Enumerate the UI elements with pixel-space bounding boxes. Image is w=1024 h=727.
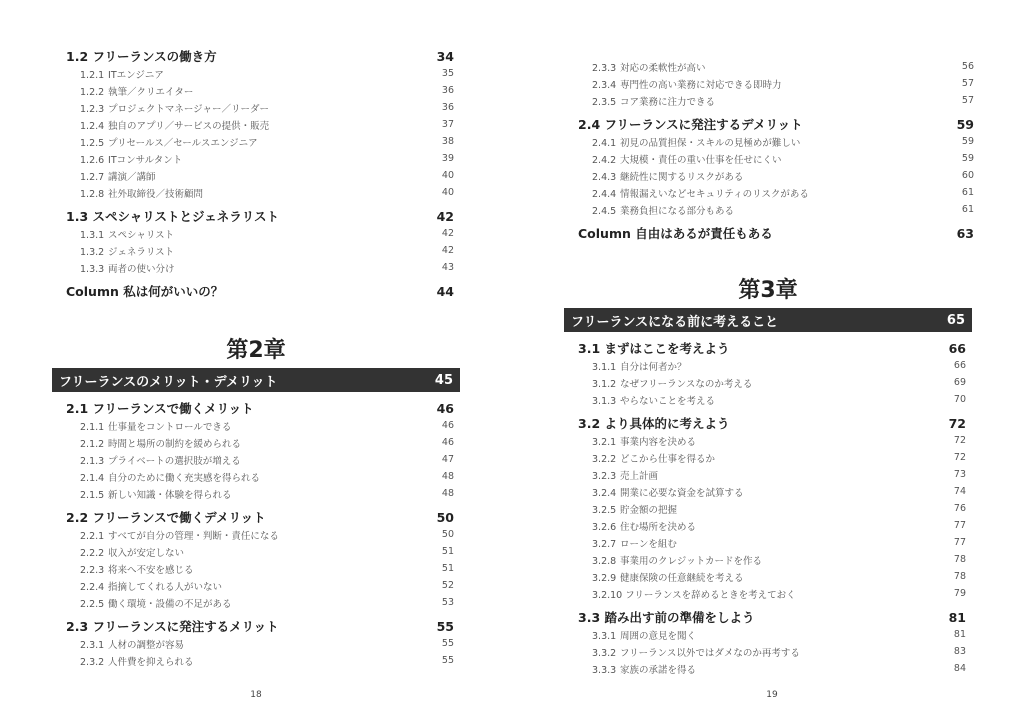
subsection-page: 39 xyxy=(441,153,454,164)
subsection-number: 2.4.2 xyxy=(592,154,617,166)
subsection-title: プリセールス／セールスエンジニア xyxy=(105,137,258,149)
subsection-number: 3.1.1 xyxy=(592,361,617,373)
subsection-title: 指摘してくれる人がいない xyxy=(105,581,223,593)
subsection-number: 3.2.3 xyxy=(592,470,617,482)
subsection-page: 42 xyxy=(441,228,454,239)
subsection-number: 1.2.4 xyxy=(80,120,105,132)
subsection-number: 2.3.3 xyxy=(592,62,617,74)
subsection-page: 48 xyxy=(441,471,454,482)
subsection-page: 46 xyxy=(441,420,454,431)
subsection-entry xyxy=(578,391,966,408)
section-page: 34 xyxy=(436,48,454,64)
subsection-page: 78 xyxy=(953,571,966,582)
subsection-page: 61 xyxy=(961,204,974,215)
subsection-number: 3.3.2 xyxy=(592,647,617,659)
subsection-label xyxy=(80,419,231,433)
subsection-number: 3.3.3 xyxy=(592,664,617,676)
subsection-page: 66 xyxy=(953,360,966,371)
subsection-entry xyxy=(578,660,966,677)
subsection-title: どこから仕事を得るか xyxy=(617,453,716,465)
subsection-page: 48 xyxy=(441,488,454,499)
subsection-number: 1.2.2 xyxy=(80,86,105,98)
section-page: 81 xyxy=(948,609,966,625)
section-heading xyxy=(66,508,454,526)
subsection-number: 2.1.2 xyxy=(80,438,105,450)
subsection-page: 72 xyxy=(953,452,966,463)
subsection-number: 1.3.2 xyxy=(80,246,105,258)
subsection-label xyxy=(592,77,782,91)
section-title: 1.2 フリーランスの働き方 xyxy=(66,49,217,64)
subsection-number: 2.1.3 xyxy=(80,455,105,467)
section-heading xyxy=(578,224,974,242)
subsection-entry xyxy=(66,417,454,434)
subsection-number: 3.2.2 xyxy=(592,453,617,465)
subsection-title: 対応の柔軟性が高い xyxy=(617,62,706,74)
subsection-title: 両者の使い分け xyxy=(105,263,175,275)
subsection-page: 73 xyxy=(953,469,966,480)
subsection-entry xyxy=(578,585,966,602)
subsection-page: 55 xyxy=(441,638,454,649)
subsection-title: 大規模・責任の重い仕事を任せにくい xyxy=(617,154,782,166)
subsection-page: 46 xyxy=(441,437,454,448)
subsection-number: 2.4.5 xyxy=(592,205,617,217)
subsection-label xyxy=(80,579,222,593)
chapter-title: フリーランスになる前に考えること xyxy=(571,314,779,330)
subsection-label xyxy=(592,376,752,390)
subsection-page: 74 xyxy=(953,486,966,497)
subsection-page: 76 xyxy=(953,503,966,514)
subsection-number: 3.2.10 xyxy=(592,589,623,601)
subsection-number: 2.2.1 xyxy=(80,530,105,542)
subsection-entry xyxy=(578,551,966,568)
subsection-label xyxy=(80,101,269,115)
subsection-title: 独自のアプリ／サービスの提供・販売 xyxy=(105,120,270,132)
subsection-title: 健康保険の任意継続を考える xyxy=(617,572,744,584)
subsection-number: 1.2.7 xyxy=(80,171,105,183)
subsection-page: 43 xyxy=(441,262,454,273)
subsection-number: 2.1.5 xyxy=(80,489,105,501)
subsection-number: 2.3.2 xyxy=(80,656,105,668)
section-heading xyxy=(66,399,454,417)
subsection-label xyxy=(80,186,203,200)
subsection-page: 83 xyxy=(953,646,966,657)
subsection-number: 2.3.5 xyxy=(592,96,617,108)
subsection-page: 50 xyxy=(441,529,454,540)
section-heading xyxy=(578,608,966,626)
subsection-page: 72 xyxy=(953,435,966,446)
subsection-label xyxy=(592,645,800,659)
subsection-label xyxy=(592,203,734,217)
subsection-label xyxy=(80,487,232,501)
subsection-title: 人件費を抑えられる xyxy=(105,656,194,668)
subsection-title: 将来へ不安を感じる xyxy=(105,564,194,576)
subsection-entry xyxy=(66,116,454,133)
section-heading xyxy=(578,339,966,357)
subsection-title: 売上計画 xyxy=(617,470,659,482)
subsection-title: 継続性に関するリスクがある xyxy=(617,171,744,183)
subsection-title: 事業用のクレジットカードを作る xyxy=(617,555,762,567)
subsection-label xyxy=(80,84,193,98)
page-number: 18 xyxy=(250,690,262,700)
subsection-title: 社外取締役／技術顧問 xyxy=(105,188,204,200)
subsection-number: 2.2.5 xyxy=(80,598,105,610)
subsection-number: 1.2.1 xyxy=(80,69,105,81)
section-title: 2.2 フリーランスで働くデメリット xyxy=(66,510,266,525)
subsection-entry xyxy=(578,449,966,466)
subsection-title: 住む場所を決める xyxy=(617,521,697,533)
subsection-label xyxy=(80,545,184,559)
subsection-title: 家族の承諾を得る xyxy=(617,664,697,676)
subsection-title: 講演／講師 xyxy=(105,171,156,183)
subsection-entry xyxy=(578,133,974,150)
subsection-title: プロジェクトマネージャー／リーダー xyxy=(105,103,269,115)
section-heading xyxy=(66,282,454,300)
subsection-number: 3.1.3 xyxy=(592,395,617,407)
subsection-number: 2.3.1 xyxy=(80,639,105,651)
subsection-label xyxy=(592,434,696,448)
subsection-entry xyxy=(66,468,454,485)
subsection-label xyxy=(592,169,743,183)
subsection-entry xyxy=(578,184,974,201)
section-title: 3.2 より具体的に考えよう xyxy=(578,416,730,431)
subsection-page: 36 xyxy=(441,102,454,113)
section-title: 3.1 まずはここを考えよう xyxy=(578,341,730,356)
subsection-title: なぜフリーランスなのか考える xyxy=(617,378,753,390)
subsection-title: 時間と場所の制約を緩められる xyxy=(105,438,242,450)
subsection-number: 2.1.1 xyxy=(80,421,105,433)
subsection-entry xyxy=(66,434,454,451)
subsection-page: 61 xyxy=(961,187,974,198)
subsection-label xyxy=(592,485,744,499)
subsection-title: 貯金額の把握 xyxy=(617,504,678,516)
subsection-label xyxy=(80,562,194,576)
subsection-label xyxy=(80,654,194,668)
subsection-page: 57 xyxy=(961,95,974,106)
subsection-page: 51 xyxy=(441,546,454,557)
subsection-title: 働く環境・設備の不足がある xyxy=(105,598,232,610)
subsection-number: 1.2.6 xyxy=(80,154,105,166)
subsection-entry xyxy=(66,133,454,150)
subsection-title: 新しい知識・体験を得られる xyxy=(105,489,232,501)
subsection-entry xyxy=(66,82,454,99)
subsection-label xyxy=(80,135,258,149)
subsection-title: 仕事量をコントロールできる xyxy=(105,421,232,433)
subsection-label xyxy=(592,468,658,482)
subsection-entry xyxy=(578,500,966,517)
subsection-entry xyxy=(578,483,966,500)
chapter-label: 第2章 xyxy=(226,338,286,363)
section-title: Column 私は何がいいの？ xyxy=(66,284,224,299)
subsection-page: 47 xyxy=(441,454,454,465)
subsection-number: 2.2.3 xyxy=(80,564,105,576)
section-title: 1.3 スペシャリストとジェネラリスト xyxy=(66,209,279,224)
subsection-page: 59 xyxy=(961,153,974,164)
subsection-label xyxy=(80,528,279,542)
subsection-number: 1.3.1 xyxy=(80,229,105,241)
subsection-number: 2.4.1 xyxy=(592,137,617,149)
subsection-entry xyxy=(578,626,966,643)
subsection-label xyxy=(80,244,174,258)
subsection-entry xyxy=(578,466,966,483)
subsection-label xyxy=(592,152,782,166)
subsection-entry xyxy=(578,534,966,551)
subsection-title: やらないことを考える xyxy=(617,395,716,407)
subsection-number: 2.3.4 xyxy=(592,79,617,91)
subsection-label xyxy=(592,60,706,74)
subsection-title: ジェネラリスト xyxy=(105,246,175,258)
subsection-entry xyxy=(578,58,974,75)
subsection-number: 1.2.3 xyxy=(80,103,105,115)
subsection-entry xyxy=(66,167,454,184)
subsection-page: 55 xyxy=(441,655,454,666)
subsection-label xyxy=(80,67,164,81)
subsection-number: 1.2.5 xyxy=(80,137,105,149)
subsection-title: 執筆／クリエイター xyxy=(105,86,194,98)
subsection-page: 37 xyxy=(441,119,454,130)
chapter-page: 65 xyxy=(946,312,965,328)
subsection-label xyxy=(80,436,241,450)
subsection-page: 42 xyxy=(441,245,454,256)
subsection-label xyxy=(80,118,269,132)
subsection-title: 人材の調整が容易 xyxy=(105,639,185,651)
section-heading xyxy=(578,414,966,432)
subsection-entry xyxy=(578,167,974,184)
subsection-page: 84 xyxy=(953,663,966,674)
chapter-title-bar xyxy=(564,308,972,332)
subsection-title: 情報漏えいなどセキュリティのリスクがある xyxy=(617,188,809,200)
subsection-number: 1.2.8 xyxy=(80,188,105,200)
subsection-page: 36 xyxy=(441,85,454,96)
subsection-page: 59 xyxy=(961,136,974,147)
section-page: 66 xyxy=(948,340,966,356)
subsection-number: 2.4.4 xyxy=(592,188,617,200)
subsection-page: 57 xyxy=(961,78,974,89)
subsection-number: 3.2.8 xyxy=(592,555,617,567)
subsection-entry xyxy=(66,652,454,669)
subsection-label xyxy=(592,553,762,567)
subsection-entry xyxy=(578,432,966,449)
section-page: 59 xyxy=(956,116,974,132)
subsection-title: 自分は何者か？ xyxy=(617,361,687,373)
subsection-page: 38 xyxy=(441,136,454,147)
subsection-title: 専門性の高い業務に対応できる即時力 xyxy=(617,79,782,91)
section-page: 42 xyxy=(436,208,454,224)
subsection-title: ITエンジニア xyxy=(105,69,164,81)
subsection-title: フリーランス以外ではダメなのか再考する xyxy=(617,647,800,659)
subsection-number: 3.2.5 xyxy=(592,504,617,516)
subsection-page: 56 xyxy=(961,61,974,72)
subsection-number: 2.1.4 xyxy=(80,472,105,484)
section-title: Column 自由はあるが責任もある xyxy=(578,226,773,241)
subsection-title: 開業に必要な資金を試算する xyxy=(617,487,744,499)
section-page: 50 xyxy=(436,509,454,525)
subsection-label xyxy=(592,186,809,200)
subsection-entry xyxy=(578,568,966,585)
subsection-title: 周囲の意見を聞く xyxy=(617,630,697,642)
subsection-entry xyxy=(66,259,454,276)
subsection-number: 2.2.4 xyxy=(80,581,105,593)
chapter-title: フリーランスのメリット・デメリット xyxy=(59,374,278,390)
section-title: 2.1 フリーランスで働くメリット xyxy=(66,401,254,416)
subsection-label xyxy=(592,393,715,407)
subsection-page: 70 xyxy=(953,394,966,405)
toc-right-chapter xyxy=(564,276,972,677)
section-heading xyxy=(66,617,454,635)
subsection-label xyxy=(592,662,696,676)
section-title: 2.4 フリーランスに発注するデメリット xyxy=(578,117,803,132)
chapter-title-bar xyxy=(52,368,460,392)
subsection-number: 3.1.2 xyxy=(592,378,617,390)
subsection-label xyxy=(592,94,715,108)
subsection-entry xyxy=(66,99,454,116)
subsection-page: 69 xyxy=(953,377,966,388)
section-heading xyxy=(578,115,974,133)
subsection-title: コア業務に注力できる xyxy=(617,96,716,108)
subsection-number: 2.2.2 xyxy=(80,547,105,559)
section-heading xyxy=(66,207,454,225)
subsection-label xyxy=(80,169,156,183)
subsection-entry xyxy=(66,635,454,652)
subsection-title: 初見の品質担保・スキルの見極めが難しい xyxy=(617,137,801,149)
toc-left-top xyxy=(66,47,454,300)
subsection-label xyxy=(592,628,696,642)
section-page: 44 xyxy=(436,283,454,299)
toc-left-chapter xyxy=(52,336,460,669)
subsection-label xyxy=(592,587,796,601)
subsection-label xyxy=(80,637,184,651)
subsection-label xyxy=(80,227,174,241)
subsection-number: 3.2.9 xyxy=(592,572,617,584)
subsection-page: 81 xyxy=(953,629,966,640)
subsection-entry xyxy=(578,643,966,660)
subsection-number: 3.3.1 xyxy=(592,630,617,642)
subsection-entry xyxy=(66,577,454,594)
subsection-page: 52 xyxy=(441,580,454,591)
subsection-entry xyxy=(578,517,966,534)
subsection-page: 35 xyxy=(441,68,454,79)
subsection-page: 79 xyxy=(953,588,966,599)
subsection-entry xyxy=(578,75,974,92)
subsection-label xyxy=(592,451,715,465)
subsection-number: 3.2.1 xyxy=(592,436,617,448)
subsection-title: すべてが自分の管理・判断・責任になる xyxy=(105,530,279,542)
subsection-number: 2.4.3 xyxy=(592,171,617,183)
subsection-entry xyxy=(66,242,454,259)
subsection-label xyxy=(592,502,677,516)
page-number: 19 xyxy=(766,690,778,700)
subsection-page: 40 xyxy=(441,170,454,181)
chapter-entries xyxy=(578,339,966,677)
subsection-page: 51 xyxy=(441,563,454,574)
subsection-number: 3.2.7 xyxy=(592,538,617,550)
subsection-entry xyxy=(66,150,454,167)
subsection-label xyxy=(592,536,677,550)
subsection-entry xyxy=(66,225,454,242)
right-page xyxy=(512,0,1024,727)
subsection-entry xyxy=(66,526,454,543)
chapter-entries xyxy=(66,399,454,669)
section-page: 72 xyxy=(948,415,966,431)
subsection-label xyxy=(592,135,800,149)
subsection-title: 自分のために働く充実感を得られる xyxy=(105,472,261,484)
subsection-page: 40 xyxy=(441,187,454,198)
subsection-label xyxy=(80,453,241,467)
subsection-title: フリーランスを辞めるときを考えておく xyxy=(622,589,796,601)
section-page: 55 xyxy=(436,618,454,634)
subsection-label xyxy=(80,470,260,484)
subsection-entry xyxy=(66,65,454,82)
toc-right-top xyxy=(578,58,974,242)
section-title: 2.3 フリーランスに発注するメリット xyxy=(66,619,279,634)
subsection-label xyxy=(80,152,182,166)
subsection-page: 77 xyxy=(953,537,966,548)
chapter-label: 第3章 xyxy=(738,278,798,303)
subsection-entry xyxy=(66,485,454,502)
subsection-title: スペシャリスト xyxy=(105,229,175,241)
subsection-entry xyxy=(578,374,966,391)
subsection-entry xyxy=(66,451,454,468)
subsection-entry xyxy=(66,543,454,560)
subsection-title: ITコンサルタント xyxy=(105,154,183,166)
subsection-title: プライベートの選択肢が増える xyxy=(105,455,241,467)
subsection-label xyxy=(80,261,175,275)
subsection-label xyxy=(80,596,232,610)
subsection-title: 収入が安定しない xyxy=(105,547,185,559)
subsection-page: 77 xyxy=(953,520,966,531)
section-page: 46 xyxy=(436,400,454,416)
subsection-title: ローンを組む xyxy=(617,538,677,550)
subsection-number: 3.2.6 xyxy=(592,521,617,533)
subsection-entry xyxy=(578,92,974,109)
subsection-label xyxy=(592,570,744,584)
subsection-entry xyxy=(66,560,454,577)
subsection-number: 1.3.3 xyxy=(80,263,105,275)
subsection-number: 3.2.4 xyxy=(592,487,617,499)
subsection-page: 78 xyxy=(953,554,966,565)
subsection-page: 60 xyxy=(961,170,974,181)
subsection-label xyxy=(592,519,696,533)
subsection-title: 業務負担になる部分もある xyxy=(617,205,735,217)
subsection-page: 53 xyxy=(441,597,454,608)
subsection-label xyxy=(592,359,687,373)
chapter-page: 45 xyxy=(434,372,453,388)
subsection-title: 事業内容を決める xyxy=(617,436,697,448)
section-page: 63 xyxy=(956,225,974,241)
subsection-entry xyxy=(578,357,966,374)
subsection-entry xyxy=(578,150,974,167)
subsection-entry xyxy=(66,594,454,611)
section-heading xyxy=(66,47,454,65)
section-title: 3.3 踏み出す前の準備をしよう xyxy=(578,610,755,625)
subsection-entry xyxy=(578,201,974,218)
subsection-entry xyxy=(66,184,454,201)
